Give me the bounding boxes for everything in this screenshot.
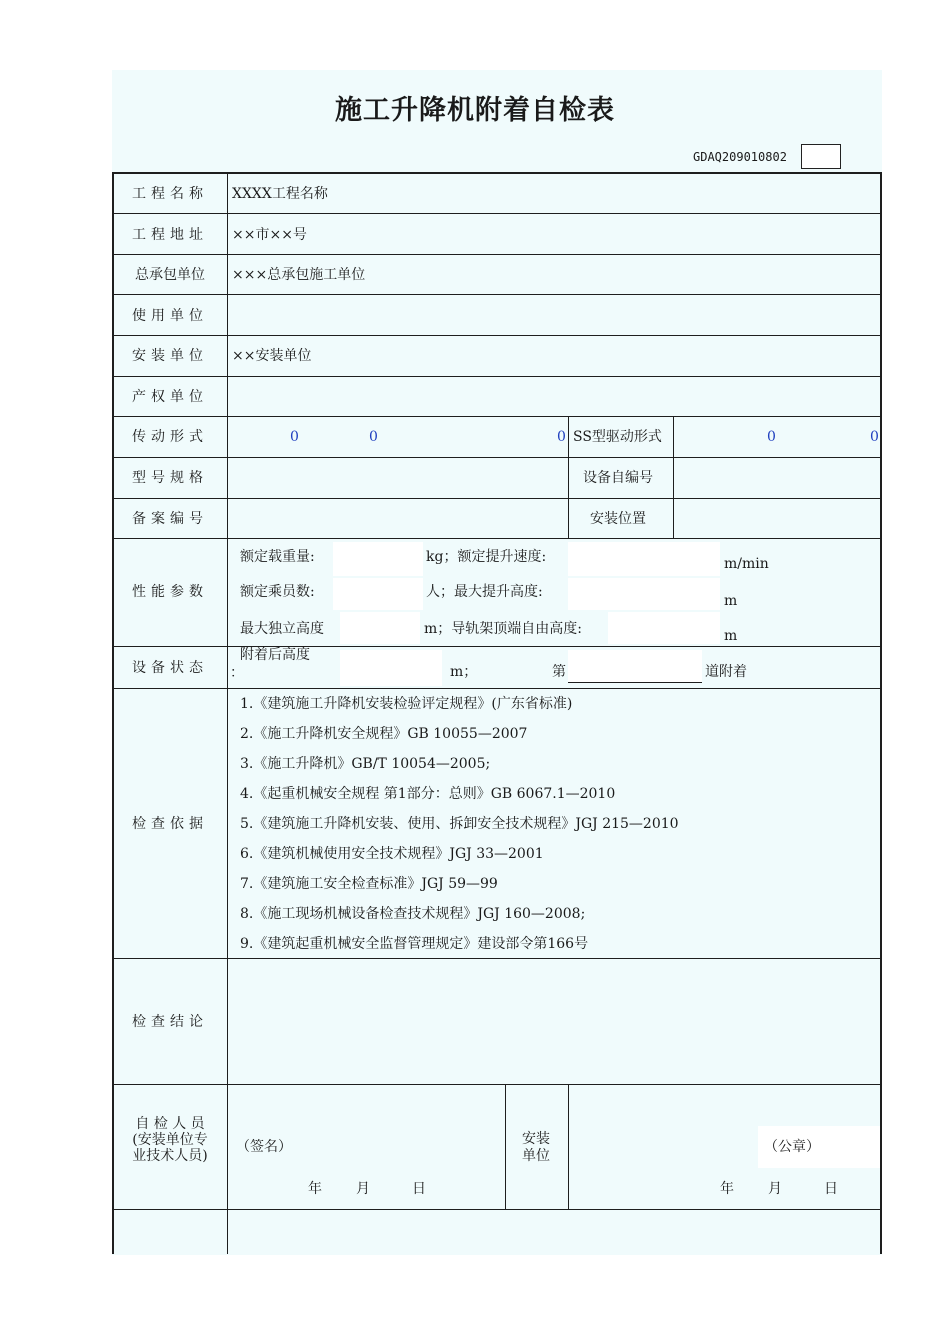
date-year-left: 年 — [308, 1181, 322, 1197]
form-title: 施工升降机附着自检表 — [335, 95, 615, 126]
status-attach: 道附着 — [705, 664, 747, 680]
perf-max-free: 最大独立高度 — [240, 621, 324, 637]
perf-input-persons[interactable] — [333, 578, 423, 610]
status-di: 第 — [552, 664, 566, 680]
perf-input-height[interactable] — [568, 578, 720, 610]
signoff-divider — [505, 1084, 506, 1209]
drive-value-1[interactable]: 0 — [290, 429, 299, 445]
label-user-unit: 使用单位 — [132, 308, 208, 324]
drive-value-4[interactable]: 0 — [767, 429, 776, 445]
mid-column-divider — [568, 416, 569, 538]
status-after-height: 附着后高度 — [240, 647, 310, 663]
status-colon: ： — [230, 665, 244, 681]
date-month-left: 月 — [356, 1181, 370, 1197]
label-basis: 检查依据 — [132, 816, 208, 832]
mid-column-divider — [673, 416, 674, 538]
inspector-label-1: 自 检 人 员 — [135, 1116, 205, 1132]
date-day-right: 日 — [824, 1181, 838, 1197]
basis-item: 4.《起重机械安全规程 第1部分：总则》GB 6067.1—2010 — [240, 786, 616, 802]
perf-rail-free: m；导轨架顶端自由高度: — [424, 621, 582, 637]
install-unit-label-2: 单位 — [522, 1148, 550, 1164]
project-address-value[interactable]: ××市××号 — [232, 227, 307, 243]
perf-input-free[interactable] — [340, 612, 420, 644]
label-status: 设备状态 — [132, 660, 208, 676]
drive-value-5[interactable]: 0 — [870, 429, 879, 445]
label-install-location: 安装位置 — [590, 511, 646, 527]
attach-count-underline — [568, 682, 702, 683]
label-general-contractor: 总承包单位 — [135, 267, 205, 283]
basis-item: 5.《建筑施工升降机安装、使用、拆卸安全技术规程》JGJ 215—2010 — [240, 816, 679, 832]
signature-placeholder[interactable]: （签名） — [236, 1139, 292, 1155]
date-day-left: 日 — [412, 1181, 426, 1197]
label-project-address: 工程地址 — [132, 227, 208, 243]
perf-kg-speed: kg；额定提升速度: — [426, 549, 547, 565]
label-install-unit: 安装单位 — [132, 348, 208, 364]
perf-input-load[interactable] — [333, 542, 423, 576]
status-input-height[interactable] — [340, 650, 442, 686]
label-column-divider — [227, 172, 228, 1254]
label-drive: 传动形式 — [132, 429, 208, 445]
form-code-box[interactable] — [801, 144, 841, 169]
basis-item: 9.《建筑起重机械安全监督管理规定》建设部令第166号 — [240, 936, 589, 952]
basis-item: 7.《建筑施工安全检查标准》JGJ 59—99 — [240, 876, 498, 892]
general-contractor-value[interactable]: ×××总承包施工单位 — [232, 267, 366, 283]
label-ss-drive: SS型驱动形式 — [573, 429, 662, 445]
perf-rated-persons: 额定乘员数: — [240, 584, 315, 600]
status-input-count[interactable] — [568, 650, 702, 682]
label-conclusion: 检查结论 — [132, 1014, 208, 1030]
date-month-right: 月 — [768, 1181, 782, 1197]
perf-persons-height: 人；最大提升高度: — [426, 584, 543, 600]
drive-value-3[interactable]: 0 — [557, 429, 566, 445]
perf-input-speed[interactable] — [568, 542, 720, 576]
label-performance: 性能参数 — [132, 584, 208, 600]
conclusion-area[interactable] — [228, 959, 880, 1084]
form-code: GDAQ209010802 — [693, 150, 787, 164]
label-record: 备案编号 — [132, 511, 208, 527]
date-year-right: 年 — [720, 1181, 734, 1197]
perf-input-rail[interactable] — [608, 612, 720, 644]
inspector-label-2: (安装单位专 — [132, 1132, 208, 1148]
drive-value-2[interactable]: 0 — [369, 429, 378, 445]
label-owner-unit: 产权单位 — [132, 389, 208, 405]
signoff-divider — [568, 1084, 569, 1209]
basis-item: 2.《施工升降机安全规程》GB 10055—2007 — [240, 726, 528, 742]
seal-placeholder: （公章） — [764, 1139, 820, 1155]
install-unit-label-1: 安装 — [522, 1131, 550, 1147]
perf-unit-m1: m — [724, 593, 738, 609]
table-border-right — [880, 172, 882, 1254]
label-device-number: 设备自编号 — [583, 470, 653, 486]
status-m: m； — [450, 664, 478, 680]
install-unit-value[interactable]: ××安装单位 — [232, 348, 312, 364]
project-name-value[interactable]: XXXX工程名称 — [232, 186, 328, 202]
table-border-left — [112, 172, 114, 1254]
inspector-label-3: 业技术人员) — [132, 1148, 208, 1164]
label-model: 型号规格 — [132, 470, 208, 486]
basis-item: 8.《施工现场机械设备检查技术规程》JGJ 160—2008; — [240, 906, 586, 922]
perf-unit-mmin: m/min — [724, 556, 769, 572]
basis-item: 1.《建筑施工升降机安装检验评定规程》(广东省标准) — [240, 696, 573, 712]
label-project-name: 工程名称 — [132, 186, 208, 202]
basis-item: 3.《施工升降机》GB/T 10054—2005; — [240, 756, 491, 772]
perf-rated-load: 额定载重量: — [240, 549, 315, 565]
basis-item: 6.《建筑机械使用安全技术规程》JGJ 33—2001 — [240, 846, 544, 862]
perf-unit-m2: m — [724, 628, 738, 644]
